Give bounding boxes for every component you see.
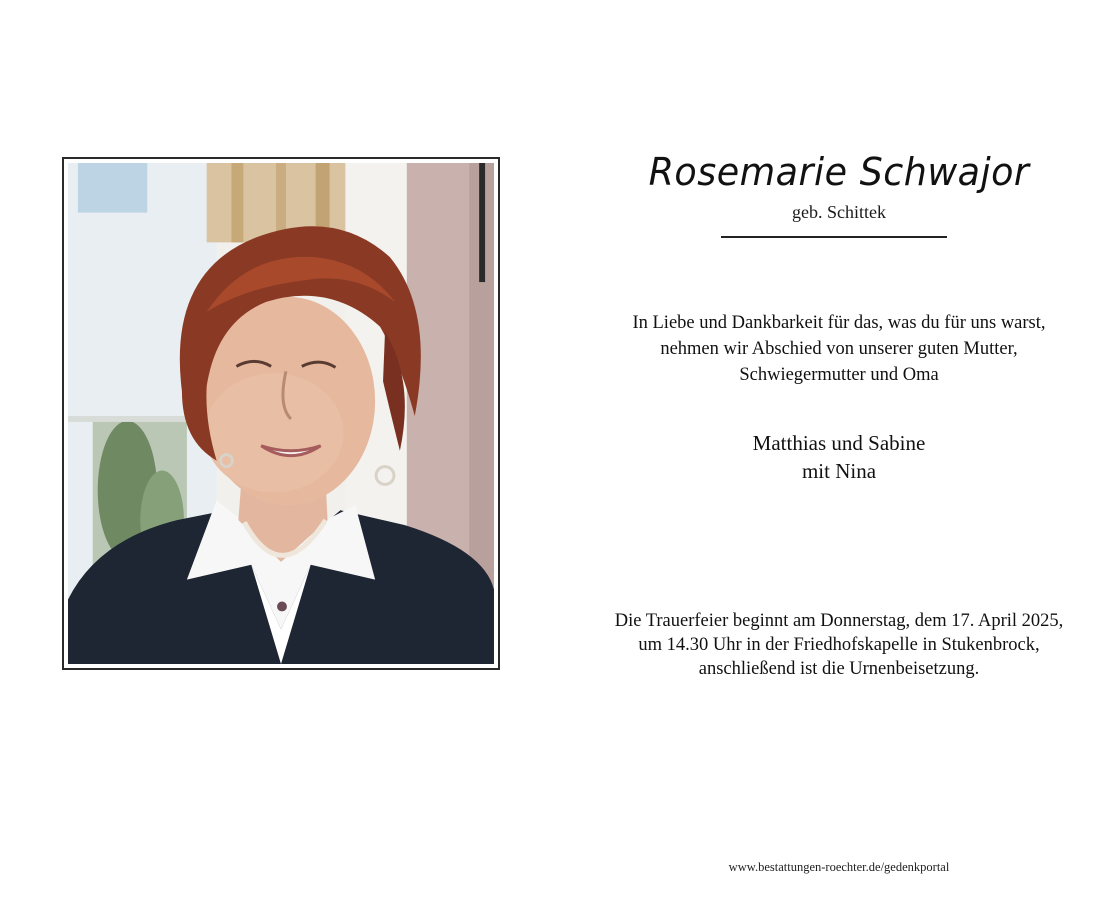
maiden-name: geb. Schittek [792,202,886,222]
deceased-name: Rosemarie Schwajor [648,150,1030,194]
mourners-text [560,429,1118,485]
mourners-line: Matthias und Sabine [752,431,926,455]
portrait-photo [68,163,494,664]
service-line: anschließend ist die Urnenbeisetzung. [698,659,980,679]
dedication-line: In Liebe und Dankbarkeit für das, was du für uns warst, [632,313,1046,333]
dedication-text [560,310,1118,388]
service-line: um 14.30 Uhr in der Friedhofskapelle in Stukenbrock, [638,635,1040,655]
card-text-column [560,0,1118,900]
service-info [560,609,1118,681]
service-line: Die Trauerfeier beginnt am Donnerstag, dem 17. April 2025, [614,611,1064,631]
footer-url: www.bestattungen-roechter.de/gedenkportal [728,860,950,874]
name-divider [721,236,947,238]
dedication-line: nehmen wir Abschied von unserer guten Mutter, [660,339,1018,359]
portrait-illustration [68,163,494,664]
mourners-line: mit Nina [801,459,877,483]
portrait-frame [62,157,500,670]
dedication-line: Schwiegermutter und Oma [739,365,939,385]
